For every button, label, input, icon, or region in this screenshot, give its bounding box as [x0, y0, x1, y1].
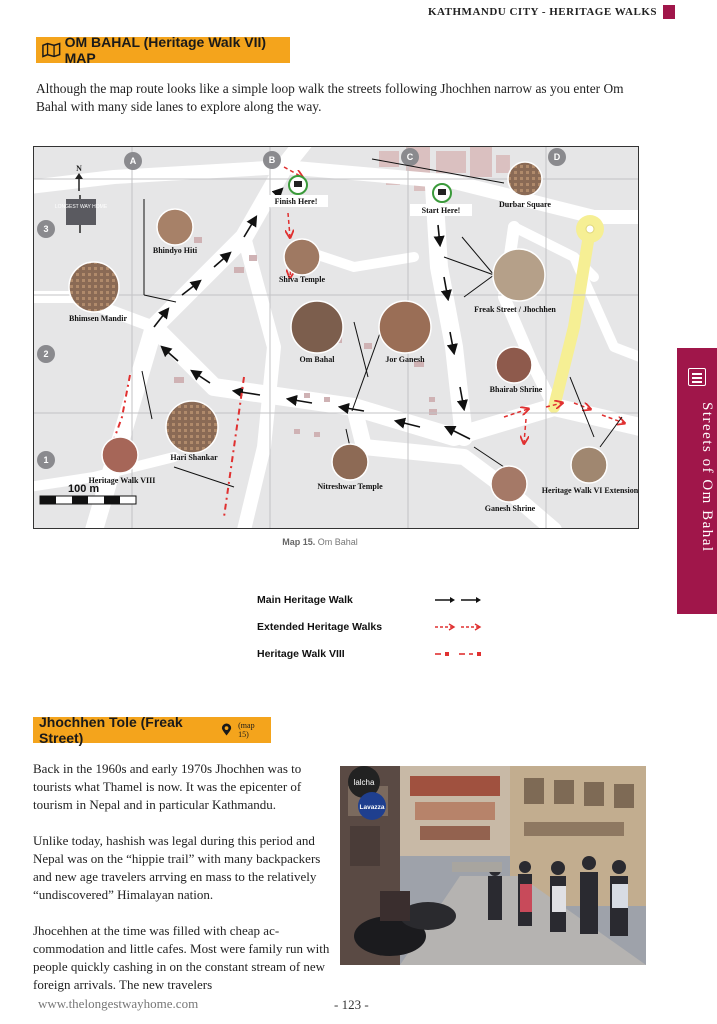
jhochhen-section-title	[33, 714, 271, 746]
finish-flag-icon	[289, 176, 307, 194]
legend-main-arrow-icon	[431, 595, 487, 605]
map-legend	[257, 586, 487, 667]
start-label: Start Here!	[421, 206, 461, 215]
nitreshwar-temple-photo	[332, 444, 368, 480]
start-flag-icon	[433, 184, 451, 202]
shiva-temple-photo	[284, 239, 320, 275]
body-paragraph-3: Jhocehhen at the time was filled with cheap ac-commodation and little cafes. Most were family run with people quickly cashing in on the constant stream of new foreign arrivals. The new travelers	[33, 923, 330, 992]
ganesh-shrine-label: Ganesh Shrine	[484, 504, 536, 513]
grid-col-d-label: D	[553, 152, 561, 162]
legend-row-extended	[257, 613, 487, 640]
nitreshwar-temple-label: Nitreshwar Temple	[317, 482, 383, 491]
durbar-square-photo	[508, 162, 542, 196]
grid-row-1-label: 1	[43, 455, 49, 465]
map-reference: (map 15)	[238, 721, 255, 739]
legend-extended-label: Extended Heritage Walks	[257, 620, 383, 633]
article-body	[33, 760, 336, 1012]
map-icon	[42, 42, 61, 58]
om-bahal-label: Om Bahal	[299, 355, 335, 364]
map-caption-text: Om Bahal	[317, 537, 358, 547]
chapter-tab-label: Streets of Om Bahal	[699, 402, 715, 553]
walk-vi-extension-photo	[571, 447, 607, 483]
map-caption	[0, 537, 640, 547]
map-section-title-text: OM BAHAL (Heritage Walk VII) MAP	[64, 34, 267, 66]
hari-shankar-label: Hari Shankar	[170, 453, 218, 462]
map-caption-number: Map 15.	[282, 537, 316, 547]
scale-label: 100 m	[68, 483, 100, 495]
document-icon	[688, 368, 706, 386]
bhindyo-hiti-label: Bhindyo Hiti	[152, 246, 198, 255]
bhimsen-mandir-photo	[69, 262, 119, 312]
bhairab-shrine-photo	[496, 347, 532, 383]
grid-col-c-label: C	[406, 152, 414, 162]
grid-row-2-label: 2	[43, 349, 49, 359]
om-bahal-photo	[291, 301, 343, 353]
ganesh-shrine-photo	[491, 466, 527, 502]
north-label: N	[76, 164, 82, 173]
footer-website[interactable]: www.thelongestwayhome.com	[38, 996, 199, 1011]
running-header	[428, 4, 675, 20]
grid-col-b-label: B	[268, 155, 276, 165]
bhairab-shrine-label: Bhairab Shrine	[489, 385, 543, 394]
hari-shankar-photo	[166, 401, 218, 453]
header-accent-square	[663, 5, 675, 19]
location-pin-icon	[221, 723, 232, 737]
freak-street-photo-large	[340, 766, 646, 965]
heritage-walk-viii-photo	[102, 437, 138, 473]
durbar-square-label: Durbar Square	[499, 200, 551, 209]
legend-main-label: Main Heritage Walk	[257, 593, 353, 606]
body-paragraph-1: Back in the 1960s and early 1970s Jhochhen was to tourists what Thamel is now. It was the epicenter of tourism in Nepal and in particular Kathmandu.	[33, 761, 302, 812]
chapter-side-tab	[677, 348, 717, 614]
signpost-text: LONGEST WAY HOME	[54, 204, 108, 210]
street-scene-illustration	[340, 766, 646, 965]
freak-street-photo	[493, 249, 545, 301]
body-paragraph-2: Unlike today, hashish was legal during this period and Nepal was on the “hippie trail” with many backpackers and new age travelers arrving en mass to the relatively “undiscovered” Himalayan nation.	[33, 833, 321, 902]
freak-street-label: Freak Street / Jhochhen	[474, 305, 556, 314]
jor-ganesh-label: Jor Ganesh	[385, 355, 425, 364]
heritage-walk-viii-label: Heritage Walk VIII	[88, 476, 156, 485]
heritage-walk-map	[33, 146, 639, 529]
running-header-text: KATHMANDU CITY - HERITAGE WALKS	[427, 6, 657, 18]
bhindyo-hiti-photo	[157, 209, 193, 245]
photo-sign-lalcha: lalcha	[353, 778, 375, 787]
legend-row-main	[257, 586, 487, 613]
legend-extended-arrow-icon	[431, 622, 487, 632]
legend-walk8-line-icon	[431, 649, 487, 659]
jhochhen-section-title-text: Jhochhen Tole (Freak Street)	[39, 714, 183, 746]
legend-row-walk8	[257, 640, 487, 667]
map-graphic	[34, 147, 639, 529]
page-number: - 123 -	[334, 997, 369, 1012]
photo-sign-lavazza: Lavazza	[359, 804, 385, 811]
bhimsen-mandir-label: Bhimsen Mandir	[68, 314, 128, 323]
walk-vi-extension-label: Heritage Walk VI Extension	[541, 486, 639, 495]
grid-row-3-label: 3	[43, 224, 49, 234]
finish-label: Finish Here!	[274, 197, 318, 206]
legend-walk8-label: Heritage Walk VIII	[257, 647, 345, 660]
intro-paragraph: Although the map route looks like a simple loop walk the streets following Jhochhen narrow as you enter Om Bahal with many side lanes to explore along the way.	[36, 81, 624, 114]
shiva-temple-label: Shiva Temple	[278, 275, 326, 284]
jor-ganesh-photo	[379, 301, 431, 353]
map-section-title	[36, 34, 290, 66]
grid-col-a-label: A	[129, 156, 137, 166]
